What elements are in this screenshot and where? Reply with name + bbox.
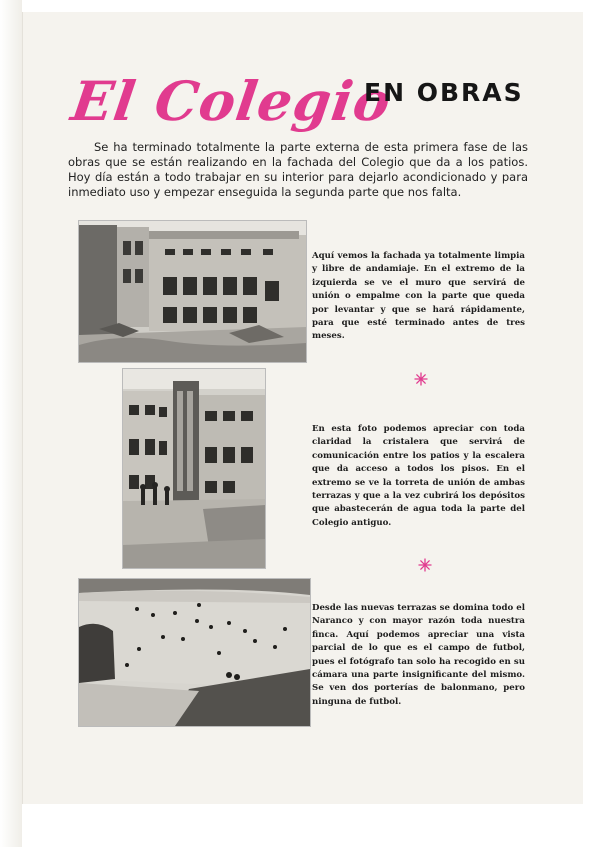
- intro-paragraph: Se ha terminado totalmente la parte externa de esta primera fase de las obras que se están realizando en la fachada del Colegio que da a los patios. Hoy día están a todo trabajar en su interior para dejarlo acondicionado y para inmediato uso y empezar enseguida la segunda parte que nos falta.: [68, 140, 528, 199]
- building-facade-photo: [78, 220, 307, 363]
- title-subheading: EN OBRAS: [364, 78, 524, 107]
- stairwell-tower-photo: [122, 368, 266, 569]
- pink-flower-ornament-icon: [414, 372, 428, 386]
- pink-flower-ornament-icon: [418, 558, 432, 572]
- caption-facade: Aquí vemos la fachada ya totalmente limpia y libre de andamiaje. En el extremo de la izquierda se ve el muro que servirá de unión o empalme con la parte que queda por levantar y que se hará rápidamente, para que esté terminado antes de tres meses.: [312, 251, 525, 342]
- title-script: El Colegio: [67, 69, 396, 133]
- caption-stairwell: En esta foto podemos apreciar con toda claridad la cristalera que servirá de comunicación entre los patios y la escalera que da acceso a todos los pisos. En el extremo se ve la torreta de unión de ambas terrazas y que a la vez cubrirá los depósitos que abastecerán de agua toda la parte del Colegio antiguo.: [312, 424, 525, 528]
- caption-football-field: Desde las nuevas terrazas se domina todo el Naranco y con mayor razón toda nuestra finca. Aquí podemos apreciar una vista parcial de lo que es el campo de futbol, pues el fotógrafo tan solo ha recogido en su cámara una parte insignificante del mismo. Se ven dos porterías de balonmano, pero ninguna de futbol.: [312, 603, 525, 707]
- page-edge-shadow: [0, 0, 22, 847]
- football-field-photo: [78, 578, 311, 727]
